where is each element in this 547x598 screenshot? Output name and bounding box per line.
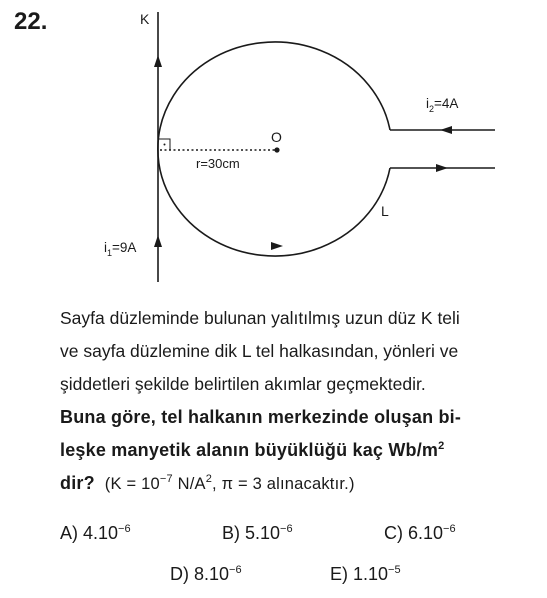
given-constants: ($K = 10^{-7}$ $N/A^2$, π = 3 alınacaktır.)	[104, 473, 355, 493]
prompt-line: Buna göre, tel halkanın merkezinde oluşan bi-	[60, 407, 462, 427]
right-angle-dot	[164, 144, 166, 146]
option-c[interactable]: C) $6.10^{-6}$	[384, 523, 456, 543]
option-e[interactable]: E) $1.10^{-5}$	[330, 564, 401, 584]
option-b[interactable]: B) $5.10^{-6}$	[222, 523, 293, 543]
problem-statement	[60, 302, 540, 401]
option-a[interactable]: A) $4.10^{-6}$	[60, 523, 131, 543]
question-prompt	[60, 401, 540, 501]
center-point	[274, 147, 279, 152]
prompt-line: leşke manyetik alanın büyüklüğü kaç $Wb/m^2$	[60, 440, 445, 460]
current2-label: $i_2=4A$	[426, 96, 459, 114]
option-d[interactable]: D) $8.10^{-6}$	[170, 564, 242, 584]
statement-line: şiddetleri şekilde belirtilen akımlar geçmektedir.	[60, 374, 426, 394]
lead-top-arrow	[440, 126, 452, 134]
wire-k-arrow-bottom	[154, 235, 162, 247]
loop-l	[158, 42, 390, 256]
radius-label: r=30cm	[196, 156, 240, 171]
question-number: 22.	[14, 8, 48, 35]
center-label: O	[271, 129, 282, 145]
loop-bottom-arrow	[271, 242, 283, 250]
current1-label: $i_1=9A$	[104, 240, 137, 258]
prompt-line: dir? ($K = 10^{-7}$ $N/A^2$, π = 3 alınacaktır.)	[60, 473, 355, 493]
wire-k-arrow-top	[154, 55, 162, 67]
statement-line: ve sayfa düzlemine dik L tel halkasından, yönleri ve	[60, 341, 459, 361]
statement-line: Sayfa düzleminde bulunan yalıtılmış uzun düz K teli	[60, 308, 460, 328]
wire-k-label: K	[140, 11, 150, 27]
lead-bottom-arrow	[436, 164, 448, 172]
loop-label: L	[381, 203, 389, 219]
